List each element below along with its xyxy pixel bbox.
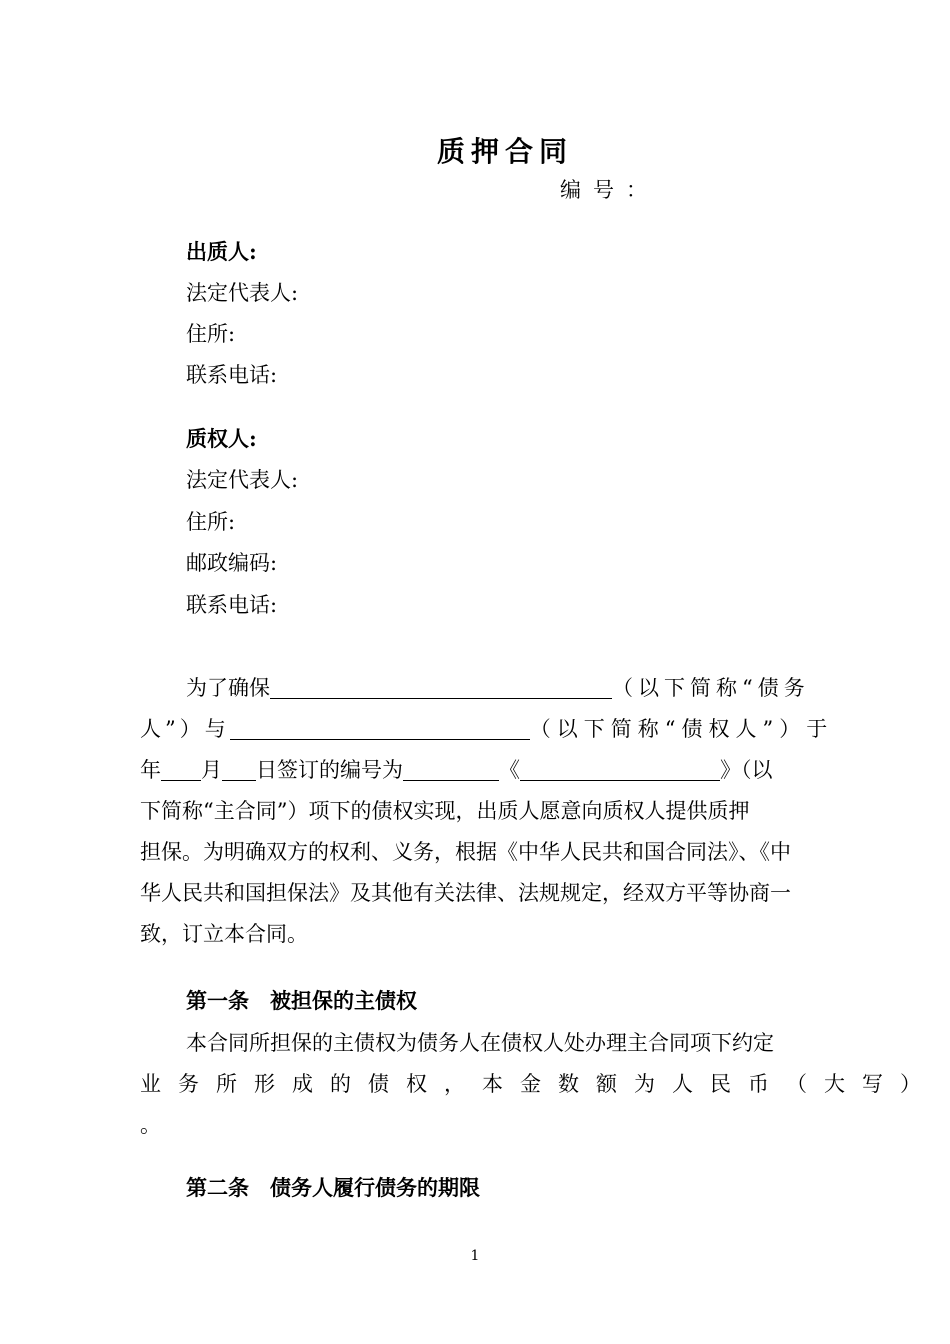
contract-number-label: 编号： (560, 178, 659, 202)
pledgee-phone: 联系电话: (186, 593, 278, 617)
preamble-line-2 (140, 713, 834, 743)
preamble-text: 年 (140, 758, 161, 782)
article-1-heading: 第一条 被担保的主债权 (186, 988, 417, 1013)
preamble-text: 日签订的编号为 (256, 758, 403, 782)
debtor-blank[interactable] (270, 676, 612, 699)
preamble-line-1 (140, 672, 810, 702)
preamble-text: 为了确保 (186, 676, 270, 700)
preamble-text: 《 (499, 758, 520, 782)
preamble-line-5: 担保。为明确双方的权利、义务，根据《中华人民共和国合同法》、《中 (140, 840, 791, 864)
pledgor-address: 住所: (186, 322, 236, 346)
month-blank[interactable] (161, 758, 201, 781)
pledgor-phone: 联系电话: (186, 363, 278, 387)
preamble-text: （以下简称“债权人”）于 (529, 717, 834, 741)
preamble-line-3 (140, 754, 810, 784)
page-number: 1 (470, 1248, 480, 1264)
day-blank[interactable] (222, 758, 256, 781)
preamble-line-6: 华人民共和国担保法》及其他有关法律、法规规定，经双方平等协商一 (140, 881, 791, 905)
contract-name-blank[interactable] (520, 758, 720, 781)
preamble-text: 月 (201, 758, 222, 782)
pledgee-legal-rep: 法定代表人: (186, 468, 299, 492)
preamble-text: 人”）与 (140, 717, 230, 741)
pledgee-postcode: 邮政编码: (186, 551, 278, 575)
creditor-blank[interactable] (230, 717, 530, 740)
preamble-line-4: 下简称“主合同”）项下的债权实现，出质人愿意向质权人提供质押 (140, 799, 750, 823)
preamble-text: （以下简称“债务 (612, 676, 810, 700)
document-title: 质押合同 (436, 135, 573, 168)
pledgor-heading: 出质人: (186, 239, 257, 264)
pledgor-legal-rep: 法定代表人: (186, 281, 299, 305)
preamble-text: 》（以 (720, 758, 773, 782)
contract-number-blank[interactable] (403, 758, 499, 781)
preamble-line-7: 致，订立本合同。 (140, 922, 308, 946)
article-1-line-2: 业务所形成的债权，本金数额为人民币（大写） (140, 1072, 938, 1096)
article-2-heading: 第二条 债务人履行债务的期限 (186, 1175, 480, 1200)
pledgee-address: 住所: (186, 510, 236, 534)
article-1-line-1: 本合同所担保的主债权为债务人在债权人处办理主合同项下约定 (186, 1031, 774, 1055)
article-1-line-3: 。 (140, 1113, 161, 1137)
pledgee-heading: 质权人: (186, 426, 257, 451)
